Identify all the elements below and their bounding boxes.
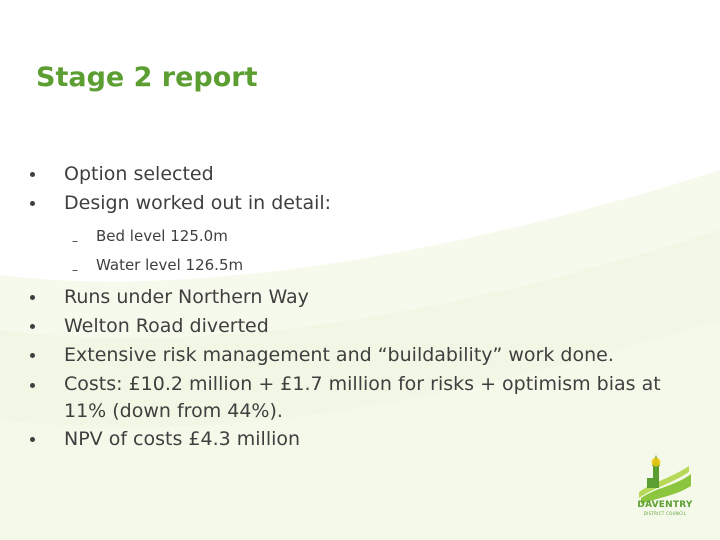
dash-icon: –: [72, 234, 78, 248]
bullet-text: Costs: £10.2 million + £1.7 million for risks + optimism bias at 11% (down from 44%).: [64, 373, 661, 422]
bullet-item: [28, 283, 668, 312]
slide-title: Stage 2 report: [36, 62, 258, 93]
subbullet-item: [28, 251, 668, 280]
bullet-text: NPV of costs £4.3 million: [64, 428, 301, 450]
bullet-dot-icon: [30, 353, 35, 358]
logo-name: DAVENTRY: [637, 500, 693, 510]
bullet-list: [28, 160, 668, 454]
bullet-dot-icon: [30, 324, 35, 329]
bullet-item: [28, 371, 668, 425]
bullet-item: [28, 160, 668, 189]
dash-icon: –: [72, 263, 78, 277]
bullet-item: [28, 189, 668, 218]
bullet-item: [28, 425, 668, 454]
logo-subtitle: DISTRICT COUNCIL: [643, 511, 687, 516]
bullet-dot-icon: [30, 295, 35, 300]
bullet-text: Runs under Northern Way: [64, 286, 309, 308]
bullet-dot-icon: [30, 201, 35, 206]
bullet-text: Welton Road diverted: [64, 315, 269, 337]
bullet-dot-icon: [30, 437, 35, 442]
subbullet-text: Water level 126.5m: [96, 256, 244, 274]
subbullet-text: Bed level 125.0m: [96, 227, 228, 245]
bullet-text: Option selected: [64, 163, 214, 185]
bullet-text: Design worked out in detail:: [64, 192, 332, 214]
bullet-text: Extensive risk management and “buildability” work done.: [64, 344, 614, 366]
bullet-item: [28, 312, 668, 341]
subbullet-list: [28, 222, 668, 280]
bullet-dot-icon: [30, 172, 35, 177]
bullet-item: [28, 341, 668, 370]
bullet-dot-icon: [30, 383, 35, 388]
subbullet-item: [28, 222, 668, 251]
